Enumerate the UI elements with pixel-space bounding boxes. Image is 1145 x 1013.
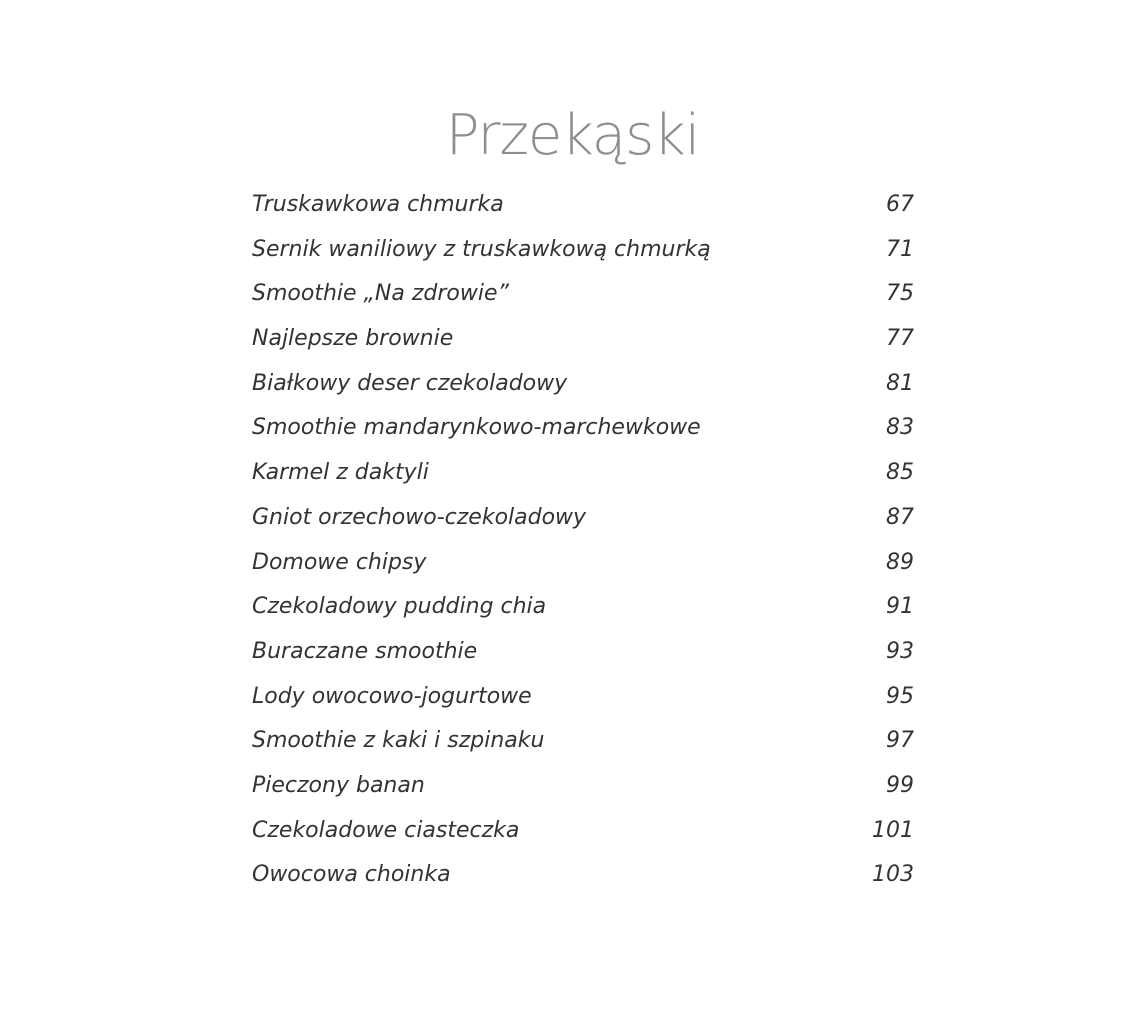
- toc-entry-title: Czekoladowy pudding chia: [252, 594, 547, 620]
- toc-entry[interactable]: [252, 183, 914, 228]
- toc-entry[interactable]: [252, 272, 914, 317]
- toc-entry-page-number: 85: [886, 460, 914, 486]
- toc-entry[interactable]: [252, 809, 914, 854]
- toc-entry-title: Pieczony banan: [252, 772, 425, 798]
- toc-entry-title: Truskawkowa chmurka: [252, 192, 504, 217]
- toc-entry[interactable]: [252, 451, 914, 496]
- table-of-contents: [252, 183, 914, 898]
- toc-entry-page-number: 67: [886, 192, 914, 217]
- toc-entry-page-number: 99: [886, 772, 914, 798]
- toc-entry[interactable]: [252, 630, 914, 675]
- toc-entry-title: Smoothie mandarynkowo-marchewkowe: [252, 415, 701, 441]
- toc-entry-title: Smoothie z kaki i szpinaku: [252, 728, 545, 754]
- toc-entry-page-number: 93: [886, 638, 914, 664]
- toc-entry-title: Gniot orzechowo-czekoladowy: [252, 504, 587, 530]
- toc-entry-page-number: 87: [886, 504, 914, 530]
- toc-entry-page-number: 103: [872, 862, 914, 888]
- toc-entry[interactable]: [252, 853, 914, 898]
- toc-entry-title: Owocowa choinka: [252, 862, 451, 888]
- toc-entry[interactable]: [252, 496, 914, 541]
- toc-entry-page-number: 89: [886, 549, 914, 575]
- toc-entry-title: Sernik waniliowy z truskawkową chmurką: [252, 236, 711, 262]
- toc-entry[interactable]: [252, 228, 914, 273]
- toc-entry-title: Smoothie „Na zdrowie”: [252, 281, 509, 307]
- toc-entry[interactable]: [252, 406, 914, 451]
- page-title: Przekąski: [445, 102, 700, 168]
- toc-entry-page-number: 75: [886, 281, 914, 307]
- toc-entry-title: Domowe chipsy: [252, 549, 427, 575]
- toc-entry-page-number: 81: [886, 370, 914, 396]
- toc-entry-page-number: 95: [886, 683, 914, 709]
- toc-entry[interactable]: [252, 585, 914, 630]
- toc-entry-page-number: 77: [886, 326, 914, 352]
- toc-entry-page-number: 83: [886, 415, 914, 441]
- toc-entry[interactable]: [252, 317, 914, 362]
- toc-entry[interactable]: [252, 675, 914, 720]
- toc-entry[interactable]: [252, 764, 914, 809]
- toc-entry-title: Buraczane smoothie: [252, 638, 478, 664]
- toc-entry-page-number: 101: [872, 817, 914, 843]
- toc-entry[interactable]: [252, 541, 914, 586]
- toc-entry[interactable]: [252, 719, 914, 764]
- toc-entry-title: Białkowy deser czekoladowy: [252, 370, 568, 396]
- toc-entry-title: Lody owocowo-jogurtowe: [252, 683, 532, 709]
- toc-entry-page-number: 91: [886, 594, 914, 620]
- toc-entry-title: Karmel z daktyli: [252, 460, 429, 486]
- toc-entry-page-number: 71: [886, 236, 914, 262]
- toc-entry-title: Czekoladowe ciasteczka: [252, 817, 520, 843]
- toc-entry-page-number: 97: [886, 728, 914, 754]
- toc-entry-title: Najlepsze brownie: [252, 326, 454, 352]
- toc-entry[interactable]: [252, 362, 914, 407]
